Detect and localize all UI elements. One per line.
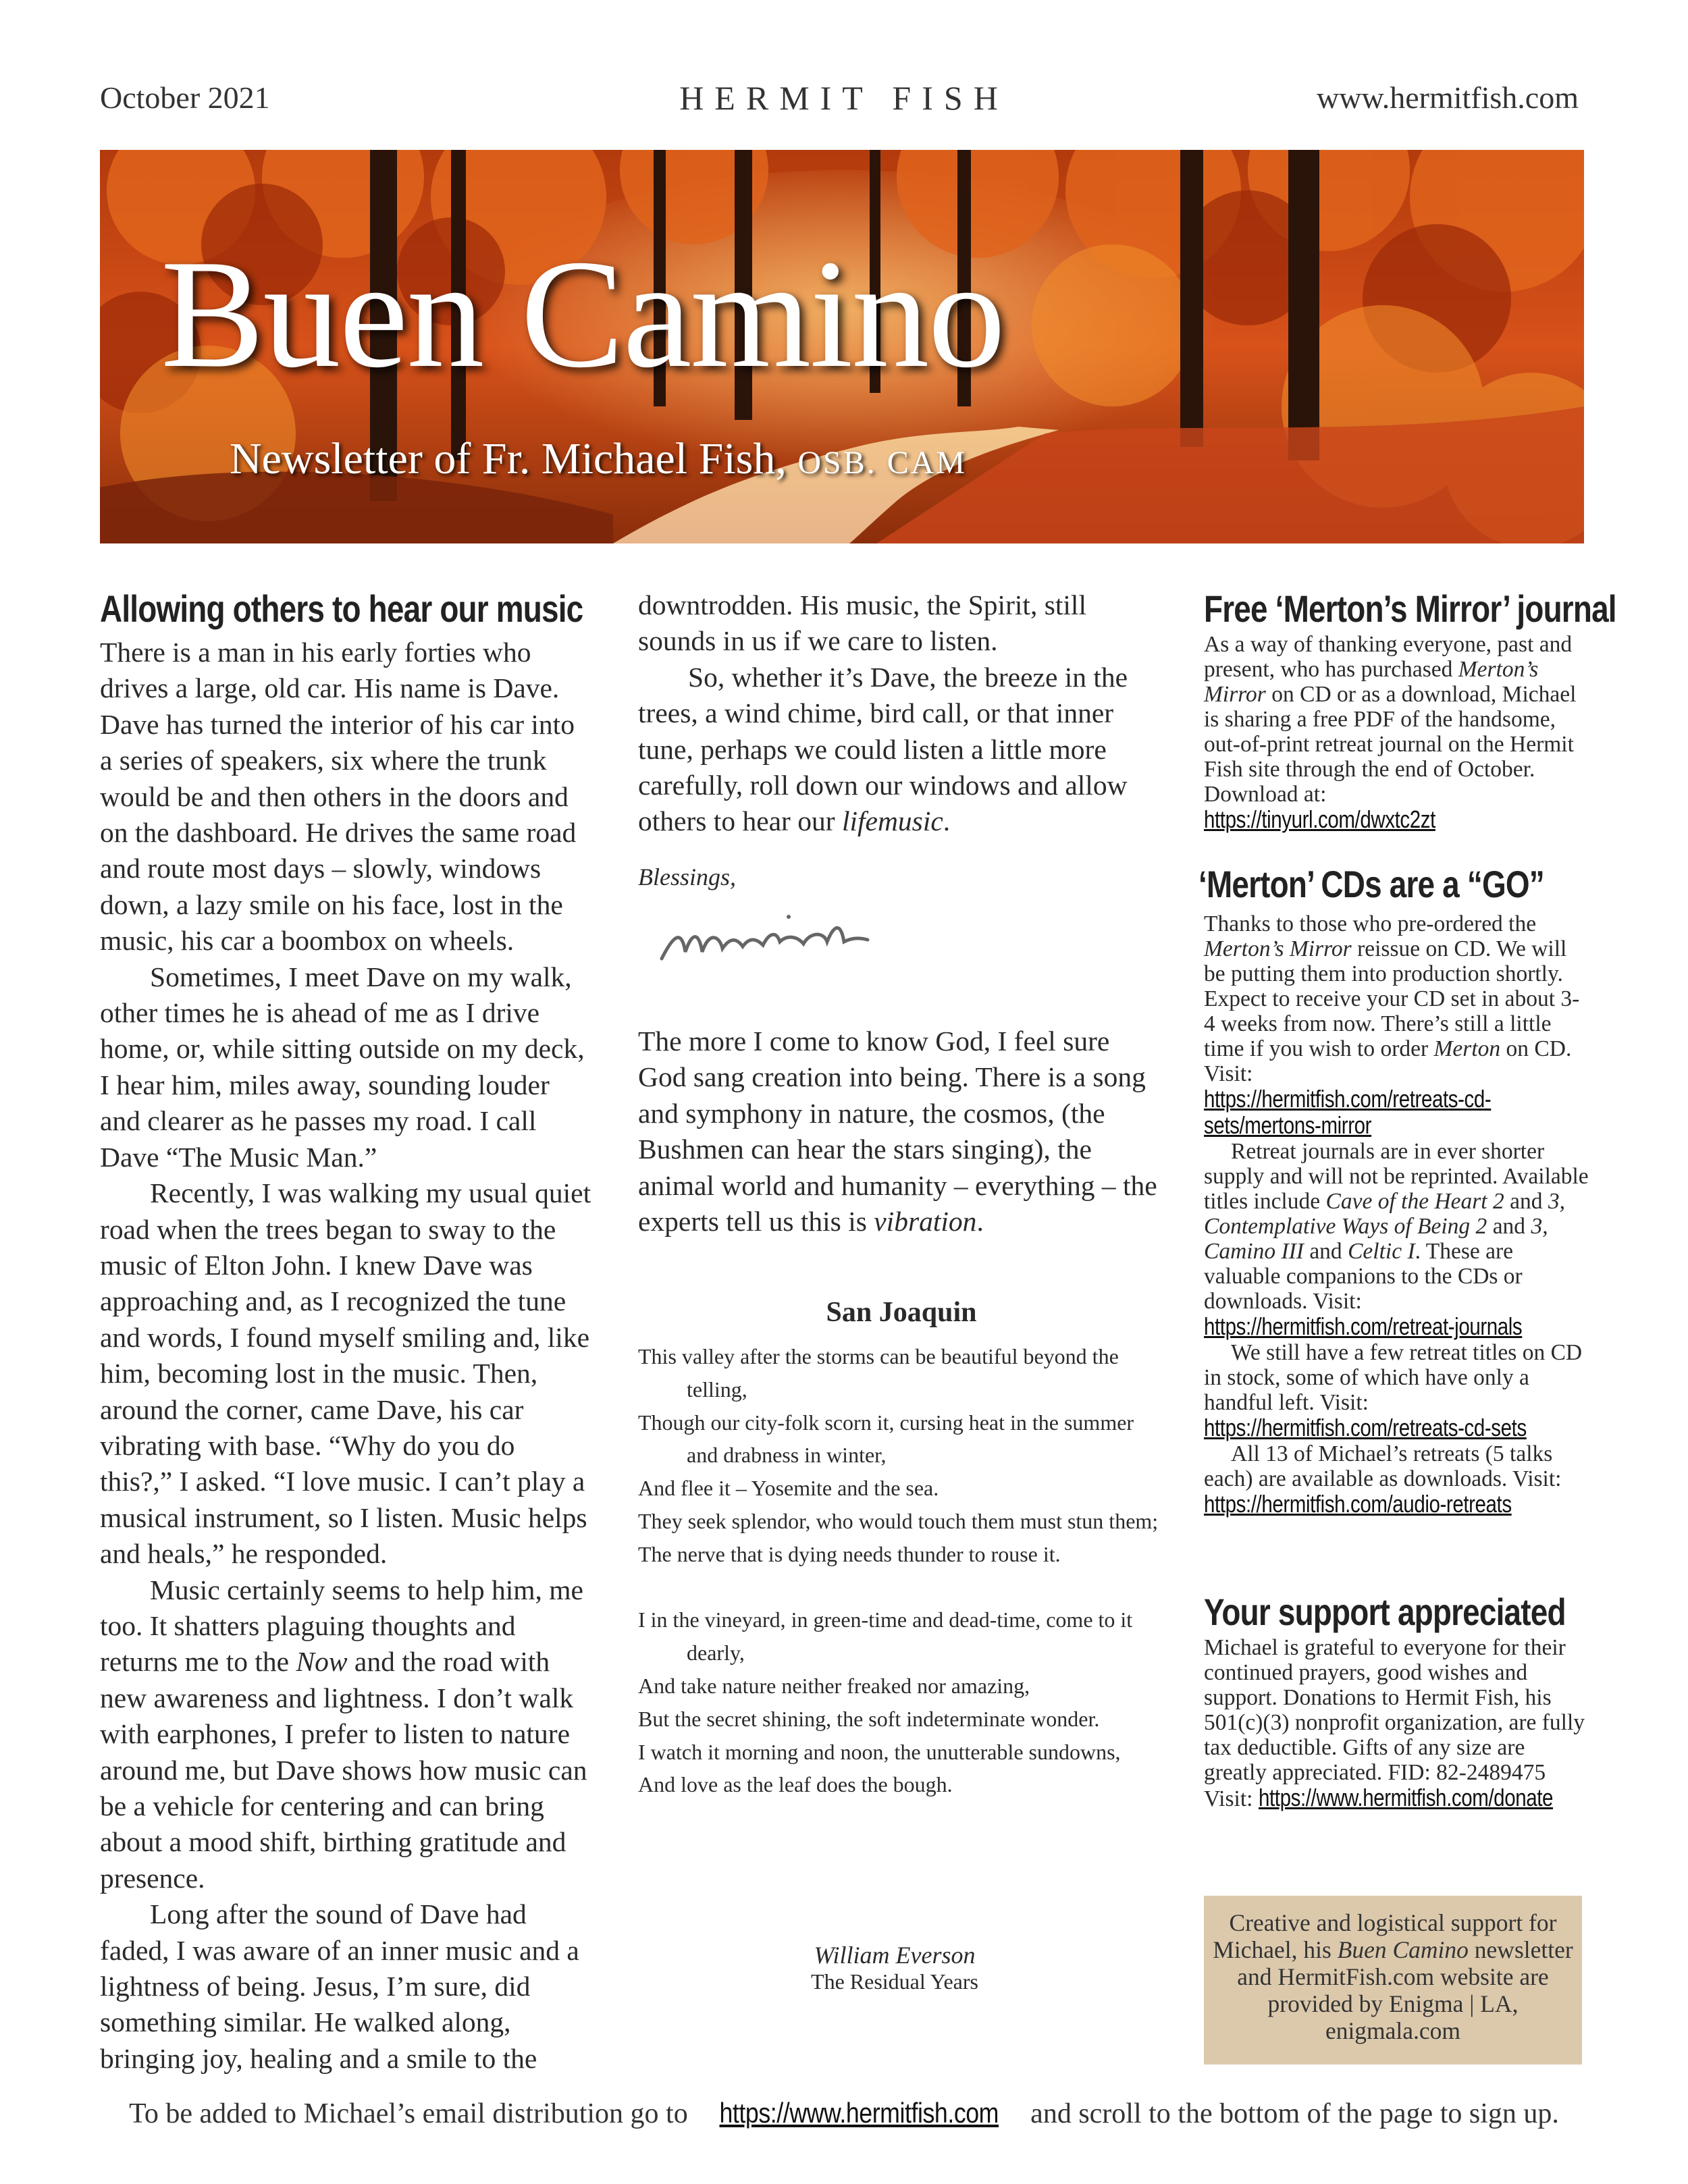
masthead-title: Buen Camino [161, 228, 1005, 400]
emphasis: Buen Camino [1337, 1936, 1469, 1963]
sidebar-heading: Your support appreciated [1204, 1591, 1566, 1633]
sidebar-merton-journal [1204, 587, 1616, 833]
text-run: newsletter and HermitFish.com website are provided by Enigma | LA, enigmala.com [1237, 1936, 1573, 2044]
audio-retreats-link[interactable]: https://hermitfish.com/audio-retreats [1204, 1490, 1512, 1518]
sidebar-paragraph: Michael is grateful to everyone for their continued prayers, good wishes and support. Donations to Hermit Fish, his 501(c)(3) nonprofit organization, are fully tax deductible. Gifts of any size are greatly appreciated. FID: 82-2489475 [1204, 1635, 1585, 1785]
article-paragraph [638, 660, 1165, 840]
sidebar-heading: ‘Merton’ CDs are a “GO” [1198, 863, 1544, 905]
article-heading-block [100, 589, 593, 629]
sidebar-text [1204, 632, 1589, 833]
subtitle-text: Newsletter of Fr. Michael Fish, [230, 434, 787, 483]
sidebar-support [1204, 1592, 1589, 1811]
poem-author: William Everson [814, 1942, 976, 1969]
footer-text: and scroll to the bottom of the page to sign up. [1030, 2098, 1559, 2129]
poem-line: This valley after the storms can be beautiful beyond the telling, [638, 1344, 1119, 1402]
sidebar-paragraph: All 13 of Michael’s retreats (5 talks each) are available as downloads. Visit: [1204, 1441, 1562, 1491]
masthead-banner [100, 150, 1584, 543]
article-paragraph: Sometimes, I meet Dave on my walk, other times he is ahead of me as I drive home, or, while sitting outside on my deck, I hear him, miles away, sounding louder and clearer as he passes my road. I call Dave “The Music Man.” [100, 961, 585, 1173]
text-run: Thanks to those who pre-ordered the [1204, 911, 1537, 936]
poem-line: And flee it – Yosemite and the sea. [638, 1476, 939, 1501]
closing-blessings: Blessings, [638, 863, 737, 890]
article-column-2b [638, 1023, 1165, 1240]
donate-link[interactable]: https://www.hermitfish.com/donate [1258, 1784, 1553, 1811]
article-column-2 [638, 587, 1165, 840]
masthead-subtitle [230, 433, 967, 485]
mertons-mirror-link[interactable]: https://hermitfish.com/retreats-cd- [1204, 1085, 1492, 1113]
text-run: Music certainly seems to help him, me too. It shatters plaguing thoughts and returns me to the [100, 1574, 583, 1678]
poem-line: I watch it morning and noon, the unutterable sundowns, [638, 1739, 1121, 1764]
poem-title: San Joaquin [826, 1297, 977, 1328]
footer-text: To be added to Michael’s email distribution go to [129, 2098, 688, 2129]
text-run: The more I come to know God, I feel sure God sang creation into being. There is a song and symphony in nature, the cosmos, (the Bushmen can hear the stars singing), the animal world and humanity – everything – the experts tell us this is [638, 1026, 1157, 1237]
merton-journal-link[interactable]: https://tinyurl.com/dwxtc2zt [1204, 805, 1435, 833]
article-paragraph: There is a man in his early forties who drives a large, old car. His name is Dave. Dave has turned the interior of his car into a series of speakers, six where the trunk would be and then others in the doors and on the dashboard. He drives the same road and route most days – slowly, windows down, a lazy smile on his face, lost in the music, his car a boombox on wheels. [100, 637, 577, 957]
text-run: and the road with new awareness and lightness. I don’t walk with earphones, I prefer to listen to nature around me, but Dave shows how music can be a vehicle for centering and can bring about a mood shift, birthing gratitude and presence. [100, 1646, 587, 1894]
emphasis: Merton’s Mirror [1204, 936, 1352, 961]
emphasis: 3, Contemplative Ways of Being 2 [1204, 1189, 1565, 1239]
poem-line: I in the vineyard, in green-time and dead-time, come to it dearly, [638, 1607, 1133, 1666]
poem-line: They seek splendor, who would touch them must stun them; [638, 1508, 1159, 1533]
article-paragraph: Long after the sound of Dave had faded, I was aware of an inner music and a lightness of being. Jesus, I’m sure, did something similar. He walked along, bringing joy, healing and a smile to the [100, 1898, 579, 2074]
poem-line: The nerve that is dying needs thunder to rouse it. [638, 1541, 1061, 1566]
poem-line: Though our city-folk scorn it, cursing heat in the summer and drabness in winter, [638, 1410, 1134, 1468]
sidebar-paragraph [1204, 632, 1589, 807]
article-column-1 [100, 635, 593, 2077]
retreat-journals-link[interactable]: https://hermitfish.com/retreat-journals [1204, 1312, 1523, 1340]
brand-name: HERMIT FISH [679, 79, 1009, 117]
stanza-break [638, 1571, 1165, 1604]
text-run: Retreat journals are in ever shorter supply and will not be reprinted. Available titles include [1204, 1139, 1589, 1214]
signature [655, 905, 885, 979]
article-paragraph: Recently, I was walking my usual quiet road when the trees began to sway to the music of Elton John. I knew Dave was approaching and, as I recognized the tune and words, I found myself smiling and, like him, becoming lost in the music. Then, around the corner, came Dave, his car vibrating with base. “Why do you do this?,” I asked. “I love music. I can’t play a musical instrument, so I listen. Music helps and heals,” he responded. [100, 1177, 591, 1570]
poem-source: The Residual Years [811, 1969, 978, 1994]
footer-signup [0, 2097, 1688, 2130]
poem-line: And take nature neither freaked nor amazing, [638, 1673, 1030, 1698]
sidebar-merton-cds [1198, 864, 1583, 905]
text-run: reissue on CD. We will be putting them into production shortly. Expect to receive your CD set in about 3-4 weeks from now. There’s still a little time if you wish to order [1204, 936, 1580, 1061]
retreats-cd-sets-link[interactable]: https://hermitfish.com/retreats-cd-sets [1204, 1414, 1527, 1441]
text-run: on CD or as a download, Michael is sharing a free PDF of the handsome, out-of-print retreat journal on the Hermit Fish site through the end of October. Download at: [1204, 682, 1577, 807]
emphasis: Cave of the Heart 2 [1325, 1189, 1504, 1214]
text-run: . [943, 805, 951, 837]
site-url[interactable]: www.hermitfish.com [1317, 80, 1579, 115]
text-run: on CD. Visit: [1204, 1036, 1572, 1086]
sidebar-merton-cds-text [1204, 911, 1589, 1518]
emphasis: 3, Camino III [1204, 1214, 1548, 1264]
text-run: Creative and logistical support for Michael, his [1213, 1909, 1557, 1963]
text-run: and [1303, 1239, 1348, 1264]
emphasis: Celtic I [1348, 1239, 1415, 1264]
text-run: and [1504, 1189, 1548, 1214]
sidebar-heading: Free ‘Merton’s Mirror’ journal [1204, 587, 1616, 630]
text-run: As a way of thanking everyone, past and present, who has purchased [1204, 632, 1573, 682]
sidebar-paragraph [1204, 911, 1589, 1086]
text-run: . [976, 1206, 984, 1237]
emphasis: vibration [874, 1206, 977, 1237]
footer-site-link[interactable]: https://www.hermitfish.com [719, 2097, 999, 2129]
sidebar-paragraph: We still have a few retreat titles on CD in stock, some of which have only a handful left. Visit: [1204, 1340, 1583, 1415]
article-paragraph [638, 1023, 1165, 1240]
poem-attribution [743, 1941, 1047, 1994]
text-run: . These are valuable companions to the CDs or downloads. Visit: [1204, 1239, 1523, 1314]
text-run: and [1487, 1214, 1531, 1239]
poem-line: But the secret shining, the soft indeterminate wonder. [638, 1706, 1100, 1731]
emphasis: Now [296, 1646, 348, 1678]
poem-line: And love as the leaf does the bough. [638, 1772, 953, 1797]
sidebar-paragraph [1204, 1139, 1589, 1314]
issue-date: October 2021 [100, 80, 270, 115]
emphasis: lifemusic [841, 805, 943, 837]
article-heading: Allowing others to hear our music [100, 587, 583, 630]
subtitle-credentials: OSB. CAM [797, 445, 968, 481]
emphasis: Merton [1433, 1036, 1501, 1061]
credit-box [1204, 1896, 1582, 2065]
mertons-mirror-link-cont[interactable]: sets/mertons-mirror [1204, 1111, 1372, 1139]
signature-image [655, 905, 885, 979]
emphasis: Merton’s Mirror [1204, 657, 1539, 707]
text-run: So, whether it’s Dave, the breeze in the trees, a wind chime, bird call, or that inner tune, perhaps we could listen a little more carefully, roll down our windows and allow others to hear our [638, 661, 1128, 837]
visit-label: Visit: [1204, 1786, 1253, 1811]
sidebar-text [1204, 1635, 1589, 1811]
poem-body [638, 1340, 1165, 1801]
article-paragraph: downtrodden. His music, the Spirit, still sounds in us if we care to listen. [638, 589, 1086, 657]
article-paragraph [100, 1572, 593, 1897]
